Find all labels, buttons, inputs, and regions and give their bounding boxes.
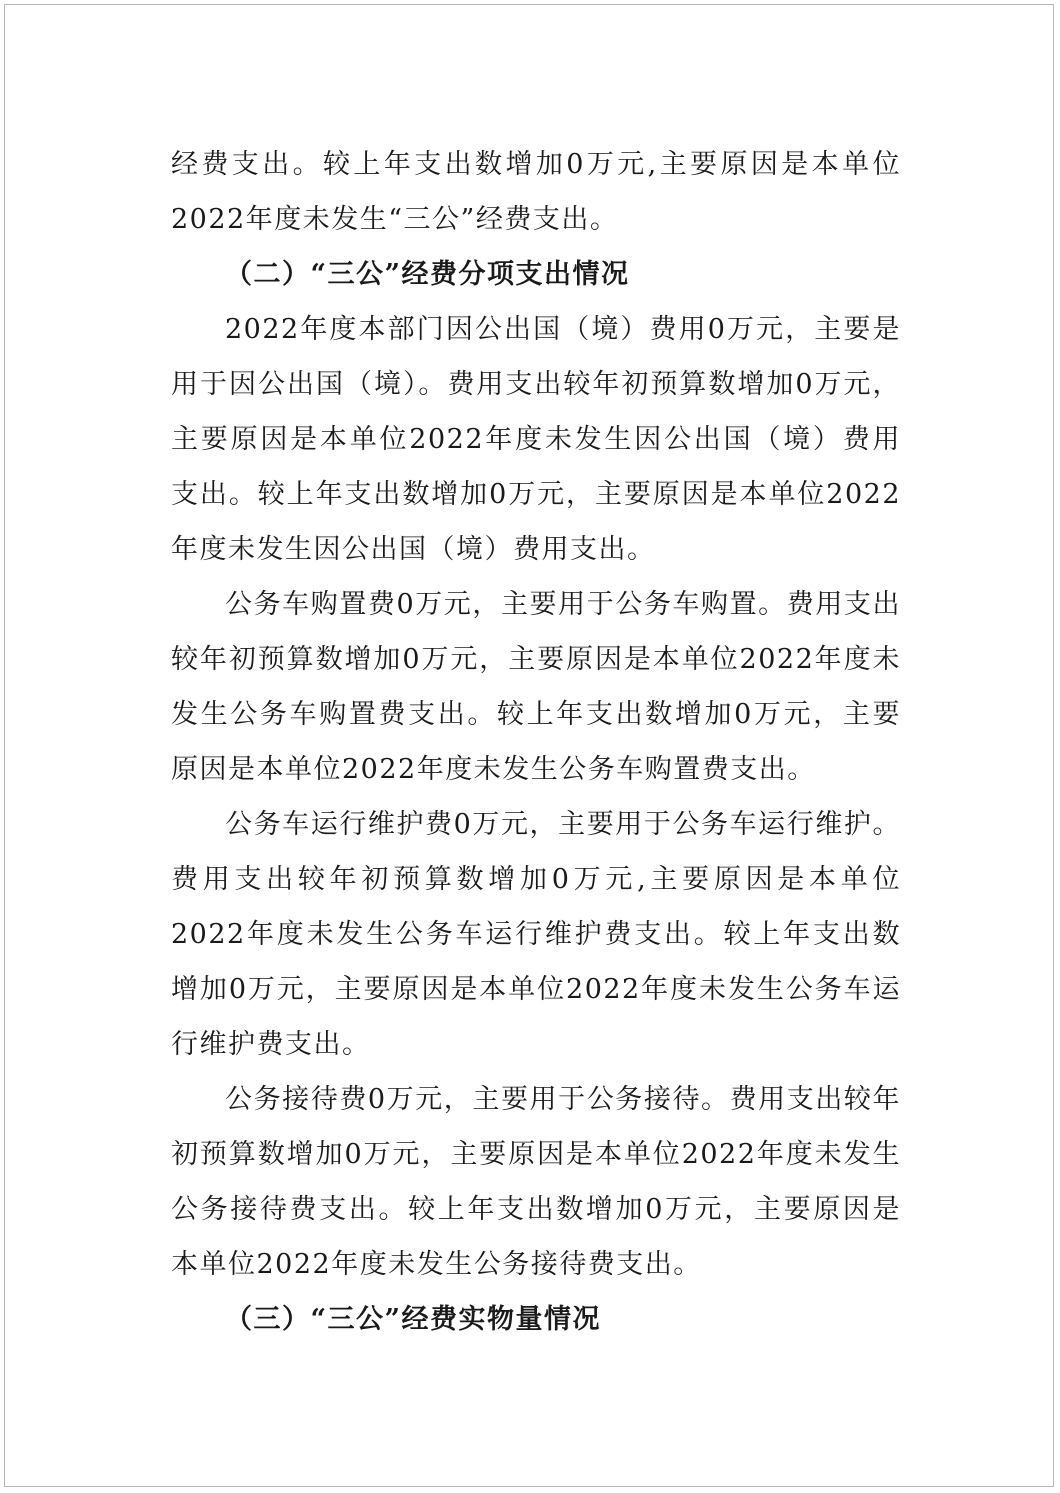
paragraph-vehicle-maintenance: 公务车运行维护费0万元，主要用于公务车运行维护。费用支出较年初预算数增加0万元,主要原因是本单位2022年度未发生公务车运行维护费支出。较上年支出数增加0万元，主要原因是本单位2022年度未发生公务车运行维护费支出。 [171, 809, 901, 1060]
paragraph-overseas-travel: 2022年度本部门因公出国（境）费用0万元，主要是用于因公出国（境）。费用支出较年初预算数增加0万元，主要原因是本单位2022年度未发生因公出国（境）费用支出。较上年支出数增加0万元，主要原因是本单位2022年度未发生因公出国（境）费用支出。 [171, 314, 901, 565]
document-body [171, 137, 901, 1347]
paragraph-vehicle-purchase: 公务车购置费0万元，主要用于公务车购置。费用支出较年初预算数增加0万元，主要原因是本单位2022年度未发生公务车购置费支出。较上年支出数增加0万元，主要原因是本单位2022年度未发生公务车购置费支出。 [171, 589, 901, 785]
paragraph-continuation: 经费支出。较上年支出数增加0万元,主要原因是本单位2022年度未发生“三公”经费支出。 [171, 149, 901, 235]
section-heading-three: （三）“三公”经费实物量情况 [225, 1304, 602, 1335]
paragraph-official-reception: 公务接待费0万元，主要用于公务接待。费用支出较年初预算数增加0万元，主要原因是本单位2022年度未发生公务接待费支出。较上年支出数增加0万元，主要原因是本单位2022年度未发生公务接待费支出。 [171, 1084, 901, 1280]
section-heading-two: （二）“三公”经费分项支出情况 [225, 259, 630, 290]
document-page [4, 4, 1054, 1487]
